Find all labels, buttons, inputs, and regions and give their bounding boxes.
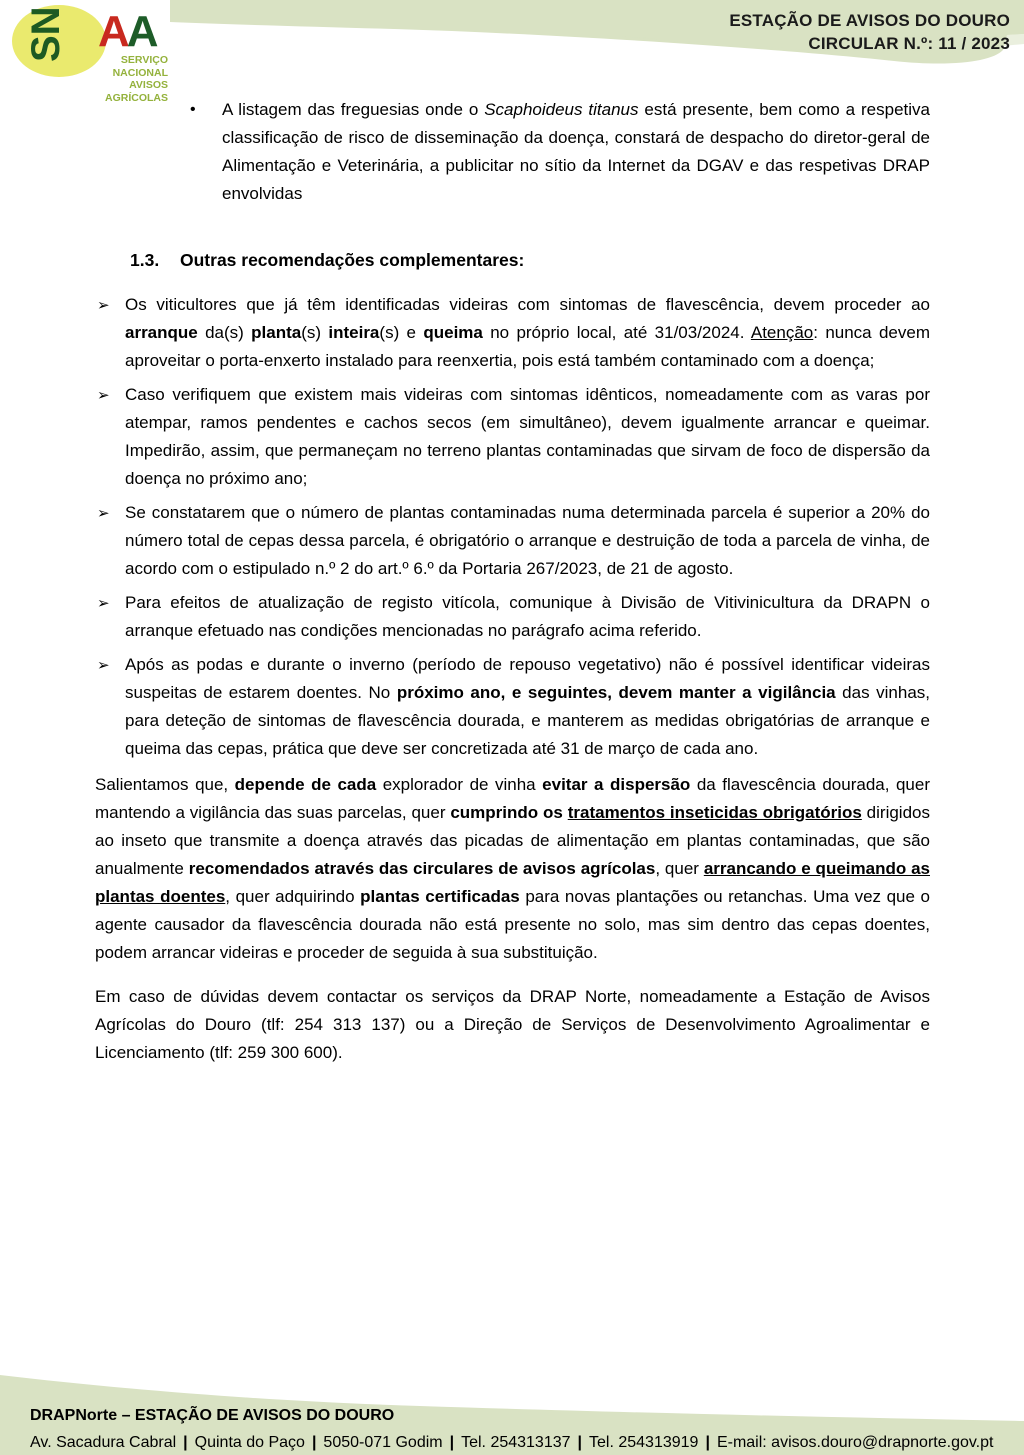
header-title-line2: CIRCULAR N.º: 11 / 2023 — [808, 34, 1010, 53]
section-number: 1.3. — [130, 250, 160, 270]
separator: | — [705, 1434, 710, 1451]
arrow-bullet-item — [97, 381, 930, 493]
section-heading — [130, 250, 1024, 271]
separator: | — [449, 1434, 455, 1451]
arrow-bullet-text: Para efeitos de atualização de registo vitícola, comunique à Divisão de Vitivinicultura da DRAPN o arranque efetuado nas condições mencionadas no parágrafo acima referido. — [125, 593, 930, 640]
arrow-bullet-icon: ➢ — [97, 657, 110, 674]
document-body — [0, 96, 1024, 1067]
arrow-bullet-text: Caso verifiquem que existem mais videiras com sintomas idênticos, nomeadamente com as varas por atempar, ramos pendentes e cachos secos (em simultâneo), devem igualmente arrancar e queimar. Impedirão, assim, que permaneçam no terreno plantas contaminadas que sirvam de foco de dispersão da doença no próximo ano; — [125, 385, 930, 488]
intro-bullet-text: A listagem das freguesias onde o Scaphoideus titanus está presente, bem como a respetiva classificação de risco de disseminação da doença, constará de despacho do diretor-geral de Alimentação e Veterinária, a publicitar no sítio da Internet da DGAV e das respetivas DRAP envolvidas — [222, 100, 930, 203]
logo-word-servico: SERVIÇO — [120, 54, 168, 66]
logo-aa-text — [98, 7, 156, 56]
bullet-dot-icon: • — [190, 101, 196, 118]
arrow-bullet-icon: ➢ — [97, 387, 110, 404]
section-title: Outras recomendações complementares: — [180, 250, 525, 270]
logo-word-nacional: NACIONAL — [112, 66, 168, 79]
paragraph-contactos: Em caso de dúvidas devem contactar os serviços da DRAP Norte, nomeadamente a Estação de Avisos Agrícolas do Douro (tlf: 254 313 137) ou a Direção de Serviços de Desenvolvimento Agroalimentar e Licenciamento (tlf: 259 300 600). — [95, 987, 930, 1062]
separator: | — [183, 1434, 188, 1451]
arrow-bullet-icon: ➢ — [97, 595, 110, 612]
footer — [30, 1402, 1010, 1455]
footer-org-name: DRAPNorte – ESTAÇÃO DE AVISOS DO DOURO — [30, 1407, 395, 1424]
arrow-bullet-text: Após as podas e durante o inverno (período de repouso vegetativo) não é possível identificar videiras suspeitas de estarem doentes. No próximo ano, e seguintes, devem manter a vigilância das vinhas, para deteção de sintomas de flavescência dourada, e manterem as medidas obrigatórias de arranque e queima das cepas, prática que deve ser concretizada até 31 de março de cada ano. — [125, 655, 930, 758]
arrow-bullet-icon: ➢ — [97, 297, 110, 314]
logo-a-red: A — [98, 7, 127, 56]
arrow-bullet-item — [97, 291, 930, 375]
logo-sn-text: SN — [24, 6, 68, 62]
paragraph-salientamos: Salientamos que, depende de cada explorador de vinha evitar a dispersão da flavescência dourada, quer mantendo a vigilância das suas parcelas, quer cumprindo os tratamentos inseticidas obrigatórios dirigidos ao inseto que transmite a doença através das picadas de alimentação em plantas contaminadas, que são anualmente recomendados através das circulares de avisos agrícolas, quer arrancando e queimando as plantas doentes, quer adquirindo plantas certificadas para novas plantações ou retanchas. Uma vez que o agente causador da flavescência dourada não está presente no solo, mas sim dentro das cepas doentes, podem arrancar videiras e proceder de seguida à sua substituição. — [95, 775, 930, 962]
arrow-bullet-text: Os viticultores que já têm identificadas videiras com sintomas de flavescência, devem proceder ao arranque da(s) planta(s) inteira(s) e queima no próprio local, até 31/03/2024. Atenção: nunca devem aproveitar o porta-enxerto instalado para reenxertia, pois está também contaminado com a doença; — [125, 295, 930, 370]
logo-word-agricolas: AGRÍCOLAS — [105, 91, 168, 104]
arrow-bullet-icon: ➢ — [97, 505, 110, 522]
footer-address-line: Av. Sacadura Cabral | Quinta do Paço | 5050-071 Godim | Tel. 254313137 | Tel. 254313919 | E-mail: avisos.douro@drapnorte.gov.pt — [30, 1434, 994, 1451]
header-title-line1: ESTAÇÃO DE AVISOS DO DOURO — [729, 11, 1010, 30]
separator: | — [311, 1434, 317, 1451]
header-title — [729, 9, 1010, 55]
arrow-bullet-item — [97, 651, 930, 763]
arrow-bullet-text: Se constatarem que o número de plantas contaminadas numa determinada parcela é superior a 20% do número total de cepas dessa parcela, é obrigatório o arranque e destruição de toda a parcela de vinha, de acordo com o estipulado n.º 2 do art.º 6.º da Portaria 267/2023, de 21 de agosto. — [125, 503, 930, 578]
intro-bullet-item — [190, 96, 930, 208]
logo-word-avisos: AVISOS — [129, 79, 168, 91]
logo-a-green: A — [126, 7, 156, 56]
arrow-bullet-item — [97, 589, 930, 645]
separator: | — [577, 1434, 583, 1451]
arrow-bullet-item — [97, 499, 930, 583]
